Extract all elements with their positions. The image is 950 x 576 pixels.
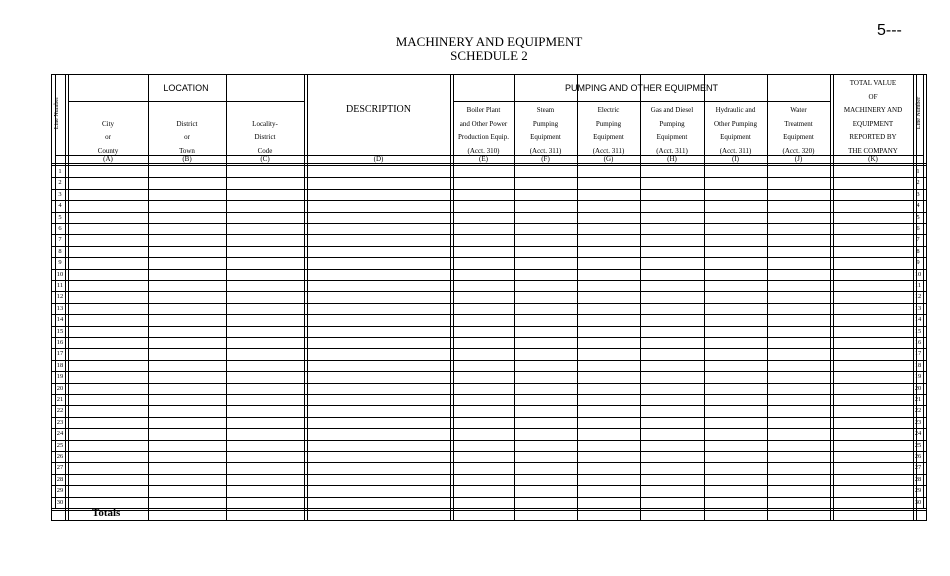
line-number-right: 3 [916, 190, 920, 198]
row-rule [51, 223, 927, 224]
column-rule [304, 74, 305, 521]
row-rule [51, 326, 927, 327]
column-letter: (B) [182, 154, 192, 163]
row-rule [51, 314, 927, 315]
line-number-left: 17 [56, 350, 64, 358]
column-rule [307, 74, 308, 521]
line-number-left: 4 [58, 202, 62, 210]
column-letter: (A) [103, 154, 113, 163]
totals-label: Totals [92, 507, 121, 519]
line-number-left: 28 [56, 475, 64, 483]
line-number-right: 26 [914, 453, 922, 460]
line-number-left: 12 [56, 293, 64, 301]
line-number-left: 5 [58, 213, 62, 221]
line-number-right: 13 [914, 304, 922, 312]
row-rule [51, 337, 927, 338]
line-number-right: 1 [916, 168, 920, 175]
row-rule [51, 508, 927, 509]
line-number-right: 23 [914, 418, 922, 426]
section-pumping: PUMPING AND OTHER EQUIPMENT [564, 83, 718, 93]
column-letter: (H) [667, 154, 677, 163]
column-header: Gas and Diesel Pumping Equipment (Acct. 311) [650, 106, 694, 155]
column-header: District or Town [176, 119, 198, 155]
line-number-right: 15 [914, 327, 922, 335]
line-number-left: 9 [58, 259, 62, 267]
row-rule [51, 280, 927, 281]
line-number-left: 2 [58, 179, 62, 187]
line-number-left: 7 [58, 236, 62, 244]
column-letter: (I) [732, 154, 739, 163]
line-number-left: 1 [58, 168, 62, 175]
row-rule [51, 303, 927, 304]
line-number-left: 8 [58, 247, 62, 255]
row-rule [51, 269, 927, 270]
line-number-left: 11 [56, 282, 64, 289]
page-title: MACHINERY AND EQUIPMENT [395, 34, 583, 49]
row-rule [51, 234, 927, 235]
section-description: DESCRIPTION [345, 104, 411, 115]
column-letter: (D) [373, 154, 384, 163]
line-number-left: 16 [56, 339, 64, 346]
column-rule [450, 74, 451, 521]
line-number-left: 26 [56, 453, 64, 460]
row-rule [51, 440, 927, 441]
line-number-right: 10 [914, 270, 922, 278]
column-header: Locality- District Code [252, 119, 278, 155]
line-number-right: 8 [916, 247, 920, 255]
row-rule [51, 257, 927, 258]
row-rule [51, 212, 927, 213]
line-number-right: 4 [916, 202, 920, 210]
line-number-right: 22 [914, 407, 922, 415]
row-rule [51, 428, 927, 429]
line-number-left: 27 [56, 464, 64, 472]
line-number-left: 30 [56, 498, 64, 506]
row-rule [51, 360, 927, 361]
column-letter: (G) [603, 154, 614, 163]
line-number-right: 14 [914, 316, 922, 324]
row-rule [51, 371, 927, 372]
line-number-right: 16 [914, 339, 922, 346]
page-number: 5--- [877, 22, 902, 39]
row-rule [51, 177, 927, 178]
column-letter: (K) [868, 154, 878, 163]
line-number-right: 12 [914, 293, 922, 301]
line-number-left: 21 [56, 396, 64, 403]
row-rule [51, 246, 927, 247]
line-number-right: 7 [916, 236, 920, 244]
line-number-right: 2 [916, 179, 920, 187]
line-number-right: 19 [914, 373, 922, 381]
line-number-right: 17 [914, 350, 922, 358]
header-rule [68, 101, 304, 102]
line-number-left: 22 [56, 407, 64, 415]
line-number-left: 15 [56, 327, 64, 335]
column-header: Boiler Plant and Other Power Production Equip. (Acct. 310) [458, 106, 509, 155]
column-letter: (J) [794, 154, 803, 163]
page-subtitle: SCHEDULE 2 [450, 48, 528, 63]
column-header: Electric Pumping Equipment (Acct. 311) [592, 106, 625, 155]
line-number-right: 11 [914, 282, 922, 289]
line-number-right: 24 [914, 430, 922, 438]
line-number-label-right: Line Number [916, 96, 922, 130]
line-number-left: 19 [56, 373, 64, 381]
line-number-right: 25 [914, 441, 922, 449]
column-letter: (F) [541, 154, 550, 163]
line-number-right: 18 [914, 361, 922, 369]
header-rule [453, 101, 830, 102]
line-number-right: 28 [914, 475, 922, 483]
line-number-left: 29 [56, 487, 64, 495]
line-number-left: 13 [56, 304, 64, 312]
line-number-right: 9 [916, 259, 920, 267]
section-location: LOCATION [163, 83, 209, 93]
row-rule [51, 451, 927, 452]
line-number-right: 29 [914, 487, 922, 495]
total-value-header: TOTAL VALUE OF MACHINERY AND EQUIPMENT REPORTED BY THE COMPANY [843, 79, 903, 155]
column-letter: (C) [260, 154, 270, 163]
row-rule [51, 497, 927, 498]
row-rule [51, 417, 927, 418]
row-rule [51, 462, 927, 463]
line-number-left: 20 [56, 384, 64, 392]
row-rule [51, 291, 927, 292]
line-number-left: 25 [56, 441, 64, 449]
line-number-left: 23 [56, 418, 64, 426]
column-header: City or County [97, 119, 119, 155]
line-number-right: 27 [914, 464, 922, 472]
column-rule [65, 74, 66, 521]
row-rule [51, 200, 927, 201]
row-rule [51, 189, 927, 190]
row-rule [51, 474, 927, 475]
line-number-label-left: Line Number [54, 96, 60, 130]
column-header: Steam Pumping Equipment (Acct. 311) [529, 106, 562, 155]
column-header: Hydraulic and Other Pumping Equipment (Acct. 311) [714, 106, 757, 155]
line-number-right: 20 [914, 384, 922, 392]
line-number-left: 14 [56, 316, 64, 324]
row-rule [51, 394, 927, 395]
column-letter: (E) [479, 154, 488, 163]
row-rule [51, 348, 927, 349]
column-rule [830, 74, 831, 521]
line-number-left: 3 [58, 190, 62, 198]
line-number-right: 5 [916, 213, 920, 221]
line-number-left: 6 [58, 225, 62, 232]
row-rule [51, 485, 927, 486]
row-rule [51, 510, 927, 511]
line-number-left: 18 [56, 361, 64, 369]
line-number-left: 10 [56, 270, 64, 278]
row-rule [51, 383, 927, 384]
line-number-left: 24 [56, 430, 64, 438]
line-number-right: 30 [914, 498, 922, 506]
line-number-right: 6 [916, 225, 920, 232]
line-number-right: 21 [914, 396, 922, 403]
column-header: Water Treatment Equipment (Acct. 320) [782, 106, 815, 155]
row-rule [51, 405, 927, 406]
